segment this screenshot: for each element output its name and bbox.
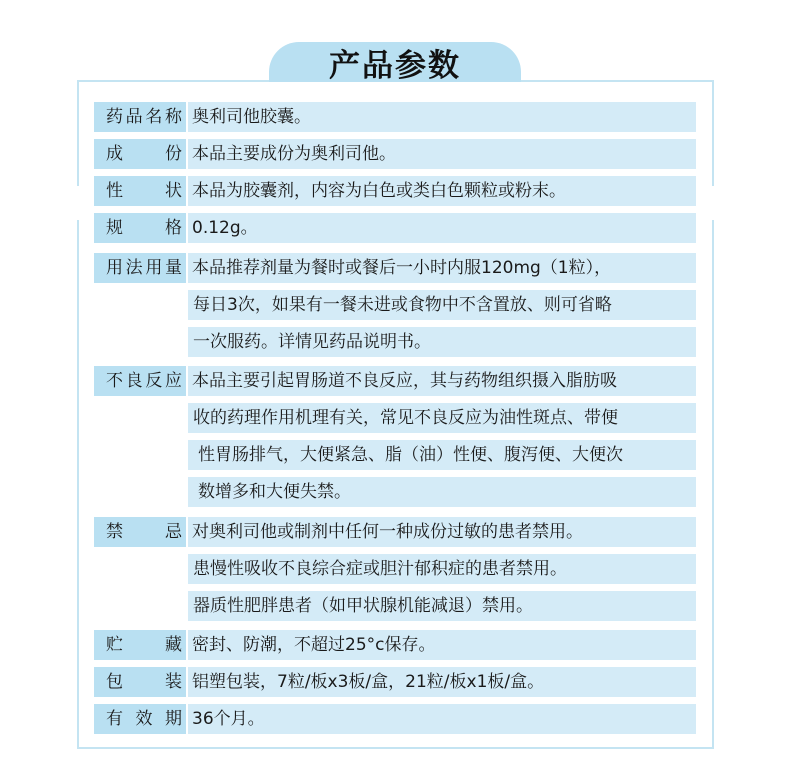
param-label: 成 份 xyxy=(94,139,186,169)
param-label: 包 装 xyxy=(94,667,186,697)
param-value: 铝塑包装，7粒/板x3板/盒，21粒/板x1板/盒。 xyxy=(188,667,696,697)
param-label: 药 品 名 称 xyxy=(94,102,186,132)
param-value: 奥利司他胶囊。 xyxy=(188,102,696,132)
param-value: 本品为胶囊剂，内容为白色或类白色颗粒或粉末。 xyxy=(188,176,696,206)
page-title: 产品参数 xyxy=(269,42,521,82)
param-label: 有 效 期 xyxy=(94,704,186,734)
param-label: 规 格 xyxy=(94,213,186,243)
param-label: 不 良 反 应 xyxy=(94,366,186,396)
param-value: 收的药理作用机理有关，常见不良反应为油性斑点、带便 xyxy=(188,403,696,433)
param-value: 本品主要成份为奥利司他。 xyxy=(188,139,696,169)
param-value: 每日3次，如果有一餐未进或食物中不含置放、则可省略 xyxy=(188,290,696,320)
param-value: 一次服药。详情见药品说明书。 xyxy=(188,327,696,357)
param-label: 禁 忌 xyxy=(94,517,186,547)
param-value: 性胃肠排气，大便紧急、脂（油）性便、腹泻便、大便次 xyxy=(188,440,696,470)
frame-gap-right xyxy=(710,186,716,220)
param-value: 器质性肥胖患者（如甲状腺机能减退）禁用。 xyxy=(188,591,696,621)
param-label: 用 法 用 量 xyxy=(94,253,186,283)
param-value: 36个月。 xyxy=(188,704,696,734)
param-value: 密封、防潮，不超过25°c保存。 xyxy=(188,630,696,660)
param-value: 患慢性吸收不良综合症或胆汁郁积症的患者禁用。 xyxy=(188,554,696,584)
param-label: 贮 藏 xyxy=(94,630,186,660)
param-label: 性 状 xyxy=(94,176,186,206)
param-value: 数增多和大便失禁。 xyxy=(188,477,696,507)
param-value: 本品主要引起胃肠道不良反应，其与药物组织摄入脂肪吸 xyxy=(188,366,696,396)
param-value: 0.12g。 xyxy=(188,213,696,243)
param-value: 对奥利司他或制剂中任何一种成份过敏的患者禁用。 xyxy=(188,517,696,547)
frame-gap-left xyxy=(75,186,81,220)
param-value: 本品推荐剂量为餐时或餐后一小时内服120mg（1粒）， xyxy=(188,253,696,283)
